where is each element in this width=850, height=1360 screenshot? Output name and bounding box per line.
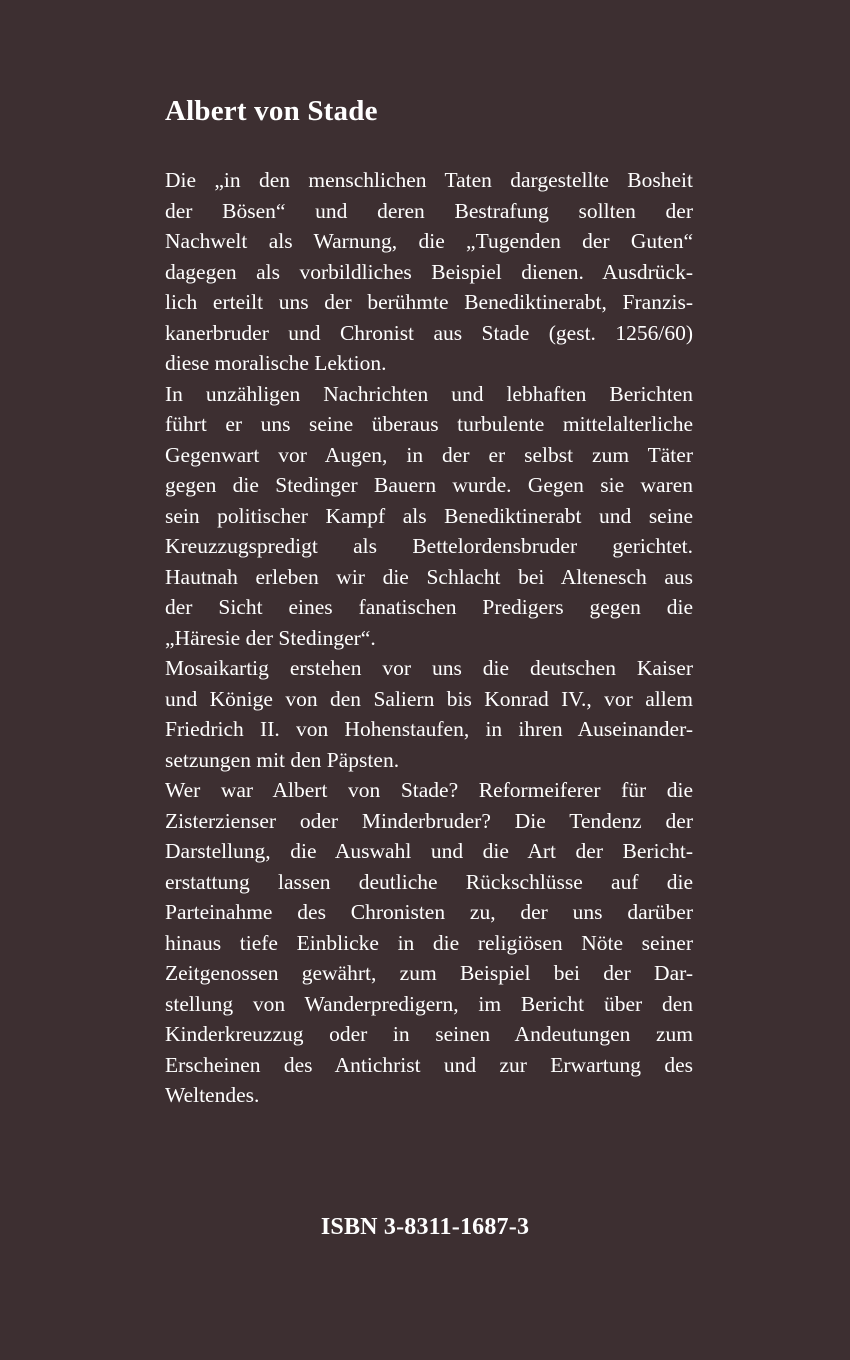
blurb-line: setzungen mit den Päpsten. — [165, 747, 400, 772]
blurb-line: der Sicht eines fanatischen Predigers gegen die — [165, 595, 693, 619]
blurb-line: Zisterzienser oder Minderbruder? Die Tendenz der — [165, 808, 693, 833]
blurb-line: Die „in den menschlichen Taten dargestellte Bosheit — [165, 168, 693, 192]
blurb-line: Kreuzzugspredigt als Bettelordensbruder gerichtet. — [165, 534, 693, 558]
blurb-line: Hautnah erleben wir die Schlacht bei Altenesch aus — [165, 564, 693, 589]
blurb-line: Darstellung, die Auswahl und die Art der Bericht- — [165, 839, 693, 863]
blurb-line: Zeitgenossen gewährt, zum Beispiel bei der Dar- — [165, 961, 693, 985]
blurb-line: Mosaikartig erstehen vor uns die deutschen Kaiser — [165, 656, 693, 680]
blurb-line: Gegenwart vor Augen, in der er selbst zum Täter — [165, 442, 693, 467]
blurb-line: „Häresie der Stedinger“. — [165, 625, 376, 650]
blurb-line: Parteinahme des Chronisten zu, der uns darüber — [165, 900, 693, 924]
blurb-paragraph-1 — [165, 165, 693, 379]
blurb-line: kanerbruder und Chronist aus Stade (gest. 1256/60) — [165, 320, 693, 345]
blurb-paragraph-2 — [165, 379, 693, 654]
blurb-line: gegen die Stedinger Bauern wurde. Gegen sie waren — [165, 473, 693, 497]
blurb-line: erstattung lassen deutliche Rückschlüsse auf die — [165, 869, 693, 894]
isbn: ISBN 3-8311-1687-3 — [320, 1214, 530, 1240]
blurb-line: Erscheinen des Antichrist und zur Erwartung des — [165, 1052, 693, 1077]
blurb-line: hinaus tiefe Einblicke in die religiösen Nöte seiner — [165, 930, 693, 955]
blurb-line: Wer war Albert von Stade? Reformeiferer für die — [165, 778, 693, 802]
blurb-line: Friedrich II. von Hohenstaufen, in ihren Auseinander- — [165, 717, 693, 741]
blurb-line: Weltendes. — [165, 1083, 260, 1107]
blurb-line: führt er uns seine überaus turbulente mittelalterliche — [165, 412, 693, 436]
blurb-line: sein politischer Kampf als Benediktinerabt und seine — [165, 503, 693, 528]
blurb-line: stellung von Wanderpredigern, im Bericht über den — [165, 991, 693, 1016]
blurb-line: dagegen als vorbildliches Beispiel dienen. Ausdrück- — [165, 259, 693, 284]
blurb-line: Kinderkreuzzug oder in seinen Andeutungen zum — [165, 1022, 693, 1046]
blurb-line: diese moralische Lektion. — [165, 351, 387, 375]
blurb-line: der Bösen“ und deren Bestrafung sollten der — [165, 198, 693, 223]
book-title: Albert von Stade — [165, 95, 378, 127]
blurb-line: In unzähligen Nachrichten und lebhaften Berichten — [165, 381, 693, 406]
blurb-paragraph-3 — [165, 653, 693, 775]
blurb-line: und Könige von den Saliern bis Konrad IV., vor allem — [165, 686, 693, 711]
blurb-line: lich erteilt uns der berühmte Benediktinerabt, Franzis- — [165, 290, 693, 314]
blurb-line: Nachwelt als Warnung, die „Tugenden der Guten“ — [165, 229, 693, 253]
blurb-paragraph-4 — [165, 775, 693, 1111]
blurb-text — [165, 165, 693, 1111]
